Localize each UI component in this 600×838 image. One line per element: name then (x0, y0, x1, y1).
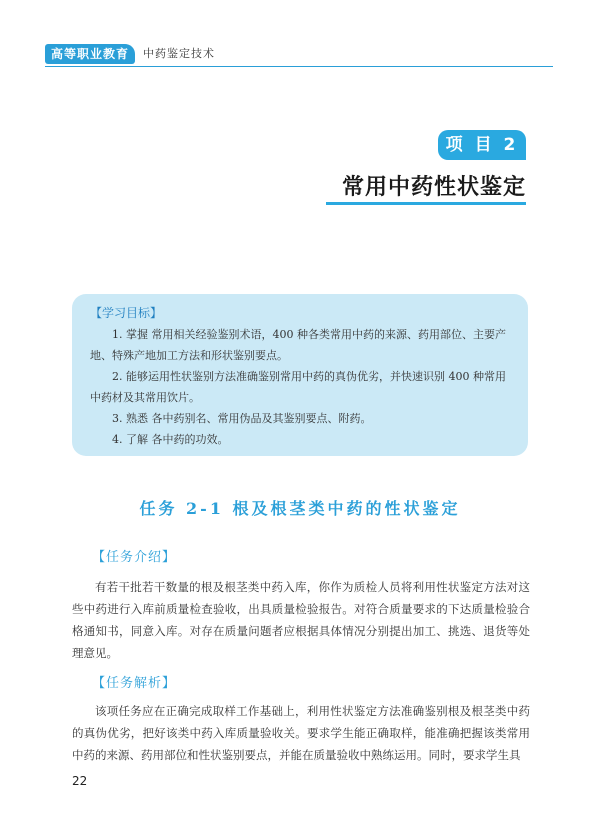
header-rule (45, 66, 553, 67)
goal-item: 1. 掌握 常用相关经验鉴别术语，400 种各类常用中药的来源、药用部位、主要产地、特殊产地加工方法和形状鉴别要点。 (90, 328, 506, 362)
goal-item: 4. 了解 各中药的功效。 (112, 433, 229, 446)
title-underline (326, 202, 526, 205)
goals-list (90, 324, 514, 450)
project-title: 常用中药性状鉴定 (341, 175, 526, 200)
analysis-paragraph: 该项任务应在正确完成取样工作基础上，利用性状鉴定方法准确鉴别根及根茎类中药的真伪优劣，把好该类中药入库质量验收关。要求学生能正确取样，能准确把握该类常用中药的来源、药用部位和性状鉴别要点，并能在质量验收中熟练运用。同时，要求学生具 (72, 704, 530, 762)
analysis-heading: 【任务解析】 (92, 676, 177, 691)
goal-item: 3. 熟悉 各中药别名、常用伪品及其鉴别要点、附药。 (112, 412, 372, 425)
project-badge: 项 目 2 (438, 130, 526, 160)
intro-paragraph: 有若干批若干数量的根及根茎类中药入库，你作为质检人员将利用性状鉴定方法对这些中药进行入库前质量检查验收，出具质量检验报告。对符合质量要求的下达质量检验合格通知书，同意入库。对存在质量问题者应根据具体情况分别提出加工、挑选、退货等处理意见。 (72, 580, 530, 660)
book-title: 中药鉴定技术 (143, 47, 215, 60)
learning-goals-box (72, 294, 528, 456)
page-number: 22 (72, 774, 88, 788)
goals-heading: 【学习目标】 (90, 306, 163, 320)
series-badge: 高等职业教育 (45, 44, 135, 64)
intro-heading: 【任务介绍】 (92, 550, 177, 565)
running-header (45, 44, 553, 66)
goal-item: 2. 能够运用性状鉴别方法准确鉴别常用中药的真伪优劣，并快速识别 400 种常用中药材及其常用饮片。 (90, 370, 506, 404)
task-title: 任务 2-1 根及根茎类中药的性状鉴定 (139, 499, 461, 518)
